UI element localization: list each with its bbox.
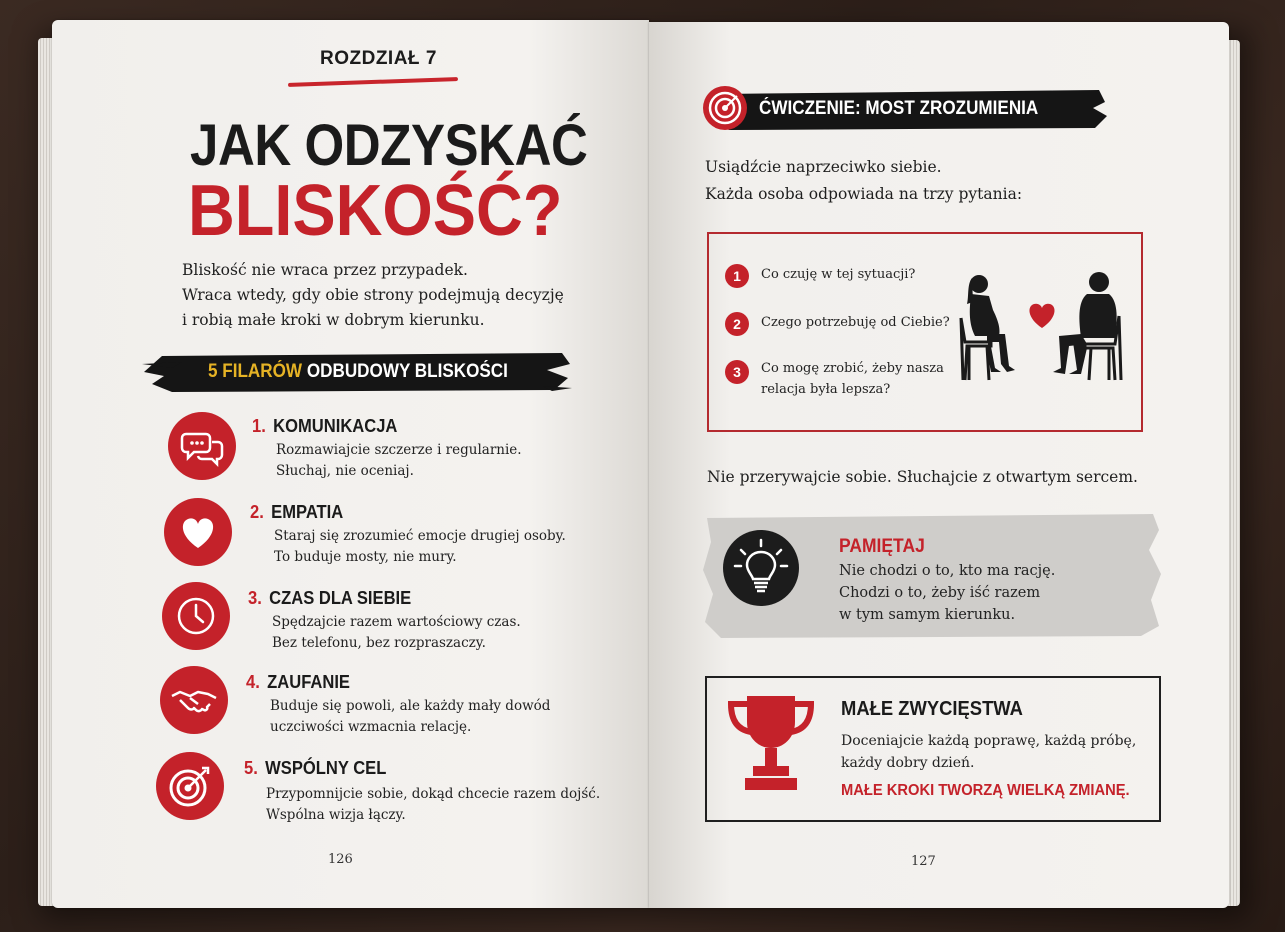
lightbulb-icon	[723, 530, 799, 606]
right-page	[649, 22, 1229, 908]
handshake-icon	[160, 666, 228, 734]
small-wins-line: każdy dobry dzień.	[841, 755, 975, 771]
left-page	[52, 20, 649, 908]
pillar-title	[246, 672, 350, 693]
pillar-number: 5.	[244, 758, 258, 778]
listen-note: Nie przerywajcie sobie. Słuchajcie z otwartym sercem.	[707, 468, 1138, 486]
speech-bubbles-icon	[168, 412, 236, 480]
question-text: Czego potrzebuję od Ciebie?	[761, 315, 950, 330]
pillar-title-text: EMPATIA	[271, 502, 344, 522]
pillar-line: Buduje się powoli, ale każdy mały dowód	[270, 698, 551, 714]
questions-box	[707, 232, 1143, 432]
pillar-line: Spędzajcie razem wartościowy czas.	[272, 614, 521, 630]
banner-highlight: FILARÓW	[222, 361, 303, 382]
target-icon	[156, 752, 224, 820]
remember-box	[701, 510, 1161, 640]
pillar-line: uczciwości wzmacnia relację.	[270, 719, 472, 735]
question-number: 1	[725, 264, 749, 288]
remember-line: Chodzi o to, żeby iść razem	[839, 585, 1041, 601]
pillars-banner-title	[208, 361, 508, 383]
instruction-line: Każda osoba odpowiada na trzy pytania:	[705, 185, 1023, 203]
banner-rest: ODBUDOWY BLISKOŚCI	[306, 361, 508, 382]
question-number: 2	[725, 312, 749, 336]
pillar-line: Rozmawiajcie szczerze i regularnie.	[276, 442, 522, 458]
question-text	[761, 358, 944, 400]
pillar-line: Staraj się zrozumieć emocje drugiej osoby.	[274, 528, 566, 544]
pillar-line: Słuchaj, nie oceniaj.	[276, 463, 414, 479]
clock-icon	[162, 582, 230, 650]
pillar-title-text: CZAS DLA SIEBIE	[269, 588, 412, 608]
pillar-title-text: ZAUFANIE	[267, 672, 350, 692]
question-line: relacja była lepsza?	[761, 382, 891, 397]
intro-line: i robią małe kroki w dobrym kierunku.	[182, 311, 485, 329]
small-wins-title: MAŁE ZWYCIĘSTWA	[841, 698, 1023, 720]
small-wins-accent: MAŁE KROKI TWORZĄ WIELKĄ ZMIANĘ.	[841, 782, 1130, 799]
intro-line: Wraca wtedy, gdy obie strony podejmują decyzję	[182, 286, 564, 304]
pillar-title-text: KOMUNIKACJA	[273, 416, 398, 436]
page-number: 126	[328, 852, 353, 867]
pillar-number: 1.	[252, 416, 266, 436]
pillar-line: Przypomnijcie sobie, dokąd chcecie razem dojść.	[266, 786, 601, 802]
pillars-banner	[142, 350, 572, 394]
intro-paragraph	[182, 258, 562, 333]
couple-silhouette-icon	[947, 262, 1137, 412]
pillar-description	[272, 612, 521, 654]
exercise-banner	[699, 84, 1109, 134]
question-text: Co czuję w tej sytuacji?	[761, 267, 916, 282]
pillar-title	[244, 758, 386, 779]
pillar-number: 3.	[248, 588, 262, 608]
pillar-number: 2.	[250, 502, 264, 522]
question-line: Co mogę zrobić, żeby nasza	[761, 361, 944, 376]
trophy-icon	[721, 692, 821, 802]
page-number: 127	[911, 854, 936, 869]
intro-line: Bliskość nie wraca przez przypadek.	[182, 261, 468, 279]
pillar-description	[274, 526, 566, 568]
chapter-label: ROZDZIAŁ 7	[320, 48, 437, 69]
pillar-title	[250, 502, 343, 523]
pillar-description	[266, 784, 600, 826]
page-title-line1: JAK ODZYSKAĆ	[190, 113, 588, 178]
pillar-number: 4.	[246, 672, 260, 692]
pillar-line: Bez telefonu, bez rozpraszaczy.	[272, 635, 486, 651]
pillar-description	[276, 440, 522, 482]
pillar-line: To buduje mosty, nie mury.	[274, 549, 457, 565]
remember-text	[839, 560, 1055, 626]
pillar-title	[248, 588, 411, 609]
small-wins-text	[841, 730, 1136, 774]
small-wins-line: Doceniajcie każdą poprawę, każdą próbę,	[841, 733, 1137, 749]
heart-icon	[164, 498, 232, 566]
pillar-line: Wspólna wizja łączy.	[266, 807, 406, 823]
remember-line: w tym samym kierunku.	[839, 607, 1016, 623]
pillar-title	[252, 416, 397, 437]
pillar-description	[270, 696, 550, 738]
page-title-line2: BLISKOŚĆ?	[188, 171, 563, 251]
small-wins-box	[705, 676, 1161, 822]
chapter-underline	[288, 77, 458, 87]
remember-title: PAMIĘTAJ	[839, 536, 925, 557]
instruction-line: Usiądźcie naprzeciwko siebie.	[705, 158, 942, 176]
exercise-title: ĆWICZENIE: MOST ZROZUMIENIA	[759, 98, 1039, 119]
target-icon	[703, 86, 747, 130]
question-number: 3	[725, 360, 749, 384]
remember-line: Nie chodzi o to, kto ma rację.	[839, 563, 1056, 579]
banner-number: 5	[208, 361, 218, 382]
pillar-title-text: WSPÓLNY CEL	[265, 758, 387, 778]
